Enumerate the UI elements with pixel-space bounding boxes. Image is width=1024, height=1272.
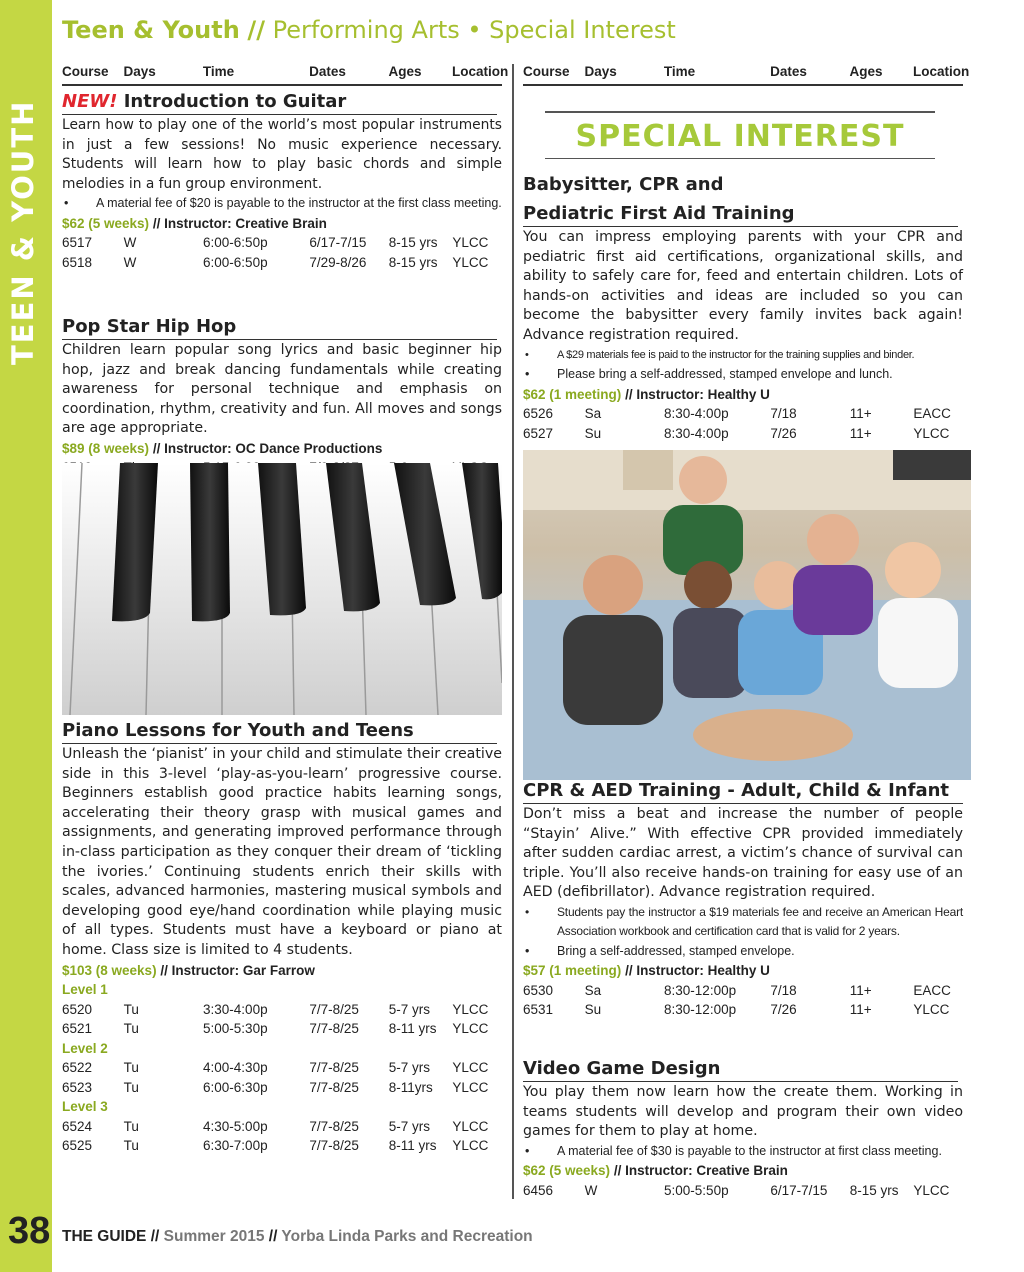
col-dates: Dates — [309, 64, 346, 79]
course-description: Don’t miss a beat and increase the number of people “Stayin’ Alive.” With effective CPR provided immediately after sudden cardiac arrest, a victim’s chance of survival can triple. You’ll also receive hands-on training for easy use of an AED (defibrillator). Advance registration required. — [523, 806, 963, 901]
col-dates: Dates — [770, 64, 807, 79]
row-location: YLCC — [913, 425, 950, 441]
page-footer — [62, 1228, 533, 1246]
footer-sep: // — [268, 1228, 278, 1245]
fee-line — [523, 385, 963, 405]
course-babysitter — [523, 173, 963, 443]
row-time: 8:30-4:00p — [664, 425, 729, 441]
row-days: Su — [584, 1002, 602, 1018]
banner-rule — [545, 158, 935, 160]
course-title: Piano Lessons for Youth and Teens — [62, 720, 497, 744]
row-dates: 7/26 — [770, 425, 797, 441]
row-dates: 7/7-8/25 — [309, 1060, 359, 1076]
course-description: Unleash the ‘pianist’ in your child and stimulate their creative side in this 3-level ‘play-as-you-learn’ progressive course. Beginners establish good practice habits learning songs, accelerating their theory grasp with musical games and assignments, and generating improved performance through in-class participation as they conquer their dream of ‘tickling the ivories.’ Continuing students enrich their skills with scales, advanced harmonies, mastering musical symbols and developing good eye/hand coordination while playing music of all types. Students must have a keyboard or piano at home. Class size is limited to 4 students. — [62, 746, 502, 958]
row-course: 6518 — [62, 254, 93, 270]
bullet-note: • A material fee of $30 is payable to the instructor at first class meeting. — [523, 1142, 963, 1162]
bullet-note: • Bring a self-addressed, stamped envelope. — [523, 942, 963, 962]
left-column-header — [62, 64, 509, 86]
fee: $62 (1 meeting) — [523, 386, 622, 402]
cpr-photo-illustration — [523, 450, 971, 780]
row-location: EACC — [913, 406, 951, 422]
row-dates: 7/29-8/26 — [309, 254, 367, 270]
row-days: Tu — [123, 1138, 139, 1154]
row-ages: 11+ — [849, 425, 872, 441]
row-ages: 5-7 yrs — [388, 1001, 431, 1017]
schedule-rows — [62, 1000, 502, 1039]
row-ages: 11+ — [849, 1002, 872, 1018]
row-location: EACC — [913, 982, 951, 998]
row-days: Tu — [123, 1118, 139, 1134]
cpr-training-photo — [523, 450, 971, 780]
fee-line — [62, 961, 502, 981]
row-dates: 7/26 — [770, 1002, 797, 1018]
page-title — [62, 16, 676, 44]
row-location: YLCC — [913, 1182, 950, 1198]
course-description: You play them now learn how the create them. Working in teams students will develop and program their own video games for them to play at home. — [523, 1084, 963, 1140]
row-time: 6:00-6:50p — [203, 254, 268, 270]
row-location: YLCC — [452, 254, 489, 270]
row-time: 6:30-7:00p — [203, 1138, 268, 1154]
row-course: 6526 — [523, 406, 554, 422]
course-description: You can impress employing parents with your CPR and pediatric first aid certifications, organizational skills, and ability to safely care for, feed and entertain children. Lots of hands-on activities and ideas are included so you can become the babysitter every family invites back again! Advance registration required. — [523, 229, 963, 343]
course-title — [62, 91, 497, 115]
column-divider — [512, 64, 514, 1199]
row-ages: 8-15 yrs — [388, 235, 438, 251]
row-dates: 7/7-8/25 — [309, 1079, 359, 1095]
row-days: Sa — [584, 406, 602, 422]
instructor: // Instructor: Gar Farrow — [160, 962, 315, 978]
row-time: 4:30-5:00p — [203, 1118, 268, 1134]
schedule-row — [62, 253, 502, 273]
row-ages: 11+ — [849, 982, 872, 998]
fee-line — [523, 1161, 963, 1181]
fee-line — [62, 439, 502, 459]
sidebar-title: TEEN & YOUTH — [6, 99, 40, 365]
fee: $103 (8 weeks) — [62, 962, 157, 978]
schedule-rows — [62, 1058, 502, 1097]
course-guitar — [62, 91, 502, 272]
row-ages: 8-15 yrs — [388, 254, 438, 270]
schedule-row — [523, 424, 963, 444]
row-course: 6530 — [523, 982, 554, 998]
course-title: Video Game Design — [523, 1058, 958, 1082]
schedule-rows — [523, 404, 963, 443]
schedule-rows — [62, 1117, 502, 1156]
schedule-rows — [62, 233, 502, 272]
schedule-row — [62, 1000, 502, 1020]
row-course: 6456 — [523, 1182, 554, 1198]
fee-line — [62, 214, 502, 234]
row-days: Tu — [123, 1079, 139, 1095]
schedule-row — [523, 1181, 963, 1201]
schedule-row — [62, 1078, 502, 1098]
row-location: YLCC — [452, 1021, 489, 1037]
piano-keys-image — [62, 463, 502, 715]
row-dates: 7/18 — [770, 982, 797, 998]
level-label: Level 3 — [62, 1099, 108, 1115]
row-course: 6517 — [62, 235, 93, 251]
row-time: 3:30-4:00p — [203, 1001, 268, 1017]
bullet-note: • A material fee of $20 is payable to the instructor at the first class meeting. — [62, 194, 502, 214]
row-time: 4:00-4:30p — [203, 1060, 268, 1076]
row-time: 8:30-12:00p — [664, 982, 737, 998]
course-hiphop — [62, 316, 502, 478]
row-days: W — [123, 254, 137, 270]
fee: $62 (5 weeks) — [62, 215, 150, 231]
col-course: Course — [523, 64, 570, 79]
special-interest-banner — [545, 111, 935, 159]
bullet-note: • Students pay the instructor a $19 materials fee and receive an American Heart Association workbook and certification card that is valid for 2 years. — [523, 903, 963, 942]
col-days: Days — [584, 64, 617, 79]
footer-season: Summer 2015 — [163, 1228, 265, 1245]
row-ages: 11+ — [849, 406, 872, 422]
row-ages: 8-11 yrs — [388, 1021, 437, 1037]
row-days: Su — [584, 425, 602, 441]
row-dates: 6/17-7/15 — [770, 1182, 828, 1198]
row-time: 6:00-6:30p — [203, 1079, 268, 1095]
course-title: CPR & AED Training - Adult, Child & Infant — [523, 780, 963, 804]
col-course: Course — [62, 64, 109, 79]
row-dates: 7/7-8/25 — [309, 1021, 359, 1037]
row-location: YLCC — [452, 1138, 489, 1154]
row-location: YLCC — [452, 1079, 489, 1095]
piano-keys-illustration — [62, 463, 502, 715]
row-days: W — [123, 235, 137, 251]
row-time: 5:00-5:30p — [203, 1021, 268, 1037]
course-title-line2: Pediatric First Aid Training — [523, 203, 958, 227]
instructor: // Instructor: Creative Brain — [152, 215, 327, 231]
page-number: 38 — [8, 1210, 51, 1252]
instructor: // Instructor: OC Dance Productions — [152, 440, 383, 456]
row-time: 5:00-5:50p — [664, 1182, 729, 1198]
course-cpr-aed — [523, 780, 963, 1020]
footer-org: Yorba Linda Parks and Recreation — [281, 1228, 533, 1245]
course-title-text: Introduction to Guitar — [123, 91, 347, 112]
course-description: Children learn popular song lyrics and basic beginner hip hop, jazz and break dancing fundamentals while creating awareness for personal technique and emphasis on coordination, rhythm, creativity and fun. All moves and songs are age appropriate. — [62, 342, 502, 437]
row-location: YLCC — [452, 235, 489, 251]
col-time: Time — [202, 64, 235, 79]
instructor: // Instructor: Creative Brain — [613, 1163, 788, 1179]
bullet-note: • A $29 materials fee is paid to the instructor for the training supplies and binder. — [523, 346, 963, 366]
fee: $62 (5 weeks) — [523, 1163, 611, 1179]
level-label: Level 1 — [62, 982, 108, 998]
row-location: YLCC — [452, 1060, 489, 1076]
row-course: 6527 — [523, 425, 554, 441]
row-time: 8:30-4:00p — [664, 406, 729, 422]
bullet-note: • Please bring a self-addressed, stamped envelope and lunch. — [523, 365, 963, 385]
schedule-row — [62, 1058, 502, 1078]
row-ages: 8-11 yrs — [388, 1138, 437, 1154]
row-course: 6521 — [62, 1021, 93, 1037]
row-course: 6524 — [62, 1118, 93, 1134]
instructor: // Instructor: Healthy U — [625, 386, 770, 402]
schedule-row — [62, 1019, 502, 1039]
level-label: Level 2 — [62, 1040, 108, 1056]
course-video-game — [523, 1058, 963, 1200]
fee: $57 (1 meeting) — [523, 963, 622, 979]
col-ages: Ages — [388, 64, 422, 79]
row-ages: 5-7 yrs — [388, 1118, 431, 1134]
col-ages: Ages — [849, 64, 883, 79]
schedule-row — [62, 233, 502, 253]
schedule-row — [62, 1117, 502, 1137]
course-title: Pop Star Hip Hop — [62, 316, 497, 340]
row-days: Tu — [123, 1021, 139, 1037]
row-location: YLCC — [452, 1118, 489, 1134]
row-days: Tu — [123, 1001, 139, 1017]
fee: $89 (8 weeks) — [62, 440, 150, 456]
row-course: 6520 — [62, 1001, 93, 1017]
new-badge: NEW! — [62, 91, 118, 112]
special-interest-heading: SPECIAL INTEREST — [575, 118, 905, 154]
right-column-header — [523, 64, 970, 86]
col-location: Location — [913, 64, 970, 79]
course-title-line1: Babysitter, CPR and — [523, 174, 724, 195]
row-days: Tu — [123, 1060, 139, 1076]
schedule-row — [62, 1136, 502, 1156]
row-course: 6523 — [62, 1079, 93, 1095]
row-course: 6522 — [62, 1060, 93, 1076]
instructor: // Instructor: Healthy U — [625, 963, 770, 979]
row-location: YLCC — [452, 1001, 489, 1017]
row-dates: 7/7-8/25 — [309, 1001, 359, 1017]
page-title-sep: // — [247, 16, 265, 44]
row-location: YLCC — [913, 1002, 950, 1018]
schedule-rows — [523, 981, 963, 1020]
row-dates: 7/18 — [770, 406, 797, 422]
row-ages: 5-7 yrs — [388, 1060, 431, 1076]
row-course: 6525 — [62, 1138, 93, 1154]
row-dates: 7/7-8/25 — [309, 1118, 359, 1134]
row-time: 6:00-6:50p — [203, 235, 268, 251]
footer-guide: THE GUIDE // — [62, 1228, 160, 1245]
row-days: W — [584, 1182, 598, 1198]
row-days: Sa — [584, 982, 602, 998]
course-description: Learn how to play one of the world’s most popular instruments in just a few sessions! No music experience necessary. Students will learn how to play basic chords and simple melodies in a fun group environment. — [62, 117, 502, 192]
col-time: Time — [663, 64, 696, 79]
col-days: Days — [123, 64, 156, 79]
page-title-section: Teen & Youth — [62, 16, 240, 44]
row-time: 8:30-12:00p — [664, 1002, 737, 1018]
sidebar-band — [0, 0, 52, 1272]
schedule-row — [523, 404, 963, 424]
course-piano — [62, 720, 502, 1156]
col-location: Location — [452, 64, 509, 79]
page-title-sub: Performing Arts • Special Interest — [272, 16, 676, 44]
row-course: 6531 — [523, 1002, 554, 1018]
schedule-row — [523, 981, 963, 1001]
schedule-row — [523, 1000, 963, 1020]
fee-line — [523, 961, 963, 981]
row-ages: 8-11yrs — [388, 1079, 433, 1095]
row-ages: 8-15 yrs — [849, 1182, 899, 1198]
row-dates: 7/7-8/25 — [309, 1138, 359, 1154]
row-dates: 6/17-7/15 — [309, 235, 367, 251]
schedule-rows — [523, 1181, 963, 1201]
